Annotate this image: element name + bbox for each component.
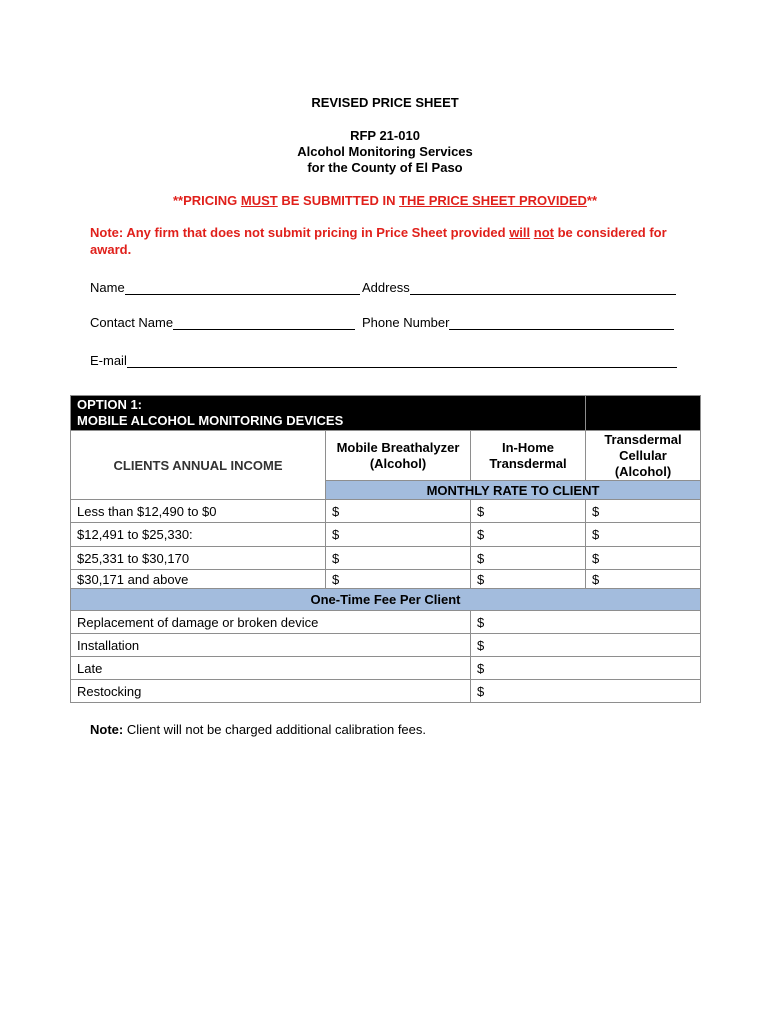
service-name: Alcohol Monitoring Services: [297, 144, 473, 159]
name-line[interactable]: [125, 280, 360, 295]
calibration-note-text: Client will not be charged additional calibration fees.: [123, 722, 427, 737]
table-row: [71, 634, 701, 657]
address-field[interactable]: [362, 280, 676, 295]
document-title: REVISED PRICE SHEET: [311, 95, 459, 110]
email-label: E-mail: [90, 353, 127, 368]
col2-line1: In-Home: [502, 439, 554, 455]
table-row: [71, 657, 701, 680]
table-row: [71, 570, 701, 589]
email-field[interactable]: [90, 353, 677, 368]
option-header-blank: [586, 396, 701, 431]
phone-field[interactable]: [362, 315, 674, 330]
fee-cell[interactable]: $: [471, 611, 701, 634]
phone-line[interactable]: [449, 315, 674, 330]
address-label: Address: [362, 280, 410, 295]
name-label: Name: [90, 280, 125, 295]
email-line[interactable]: [127, 353, 677, 368]
award-note: [90, 224, 690, 258]
rate-cell[interactable]: $: [471, 500, 586, 523]
rate-cell[interactable]: $: [586, 500, 701, 523]
income-label: $12,491 to $25,330:: [71, 523, 326, 547]
fee-cell[interactable]: $: [471, 657, 701, 680]
income-header: CLIENTS ANNUAL INCOME: [71, 431, 326, 500]
rate-cell[interactable]: $: [326, 547, 471, 570]
col3-line3: (Alcohol): [614, 463, 672, 479]
warning-middle: BE SUBMITTED IN: [277, 193, 400, 208]
col3-line1: Transdermal: [604, 431, 682, 447]
rate-cell[interactable]: $: [326, 570, 471, 589]
rate-cell[interactable]: $: [471, 523, 586, 547]
fee-label: Late: [71, 657, 471, 680]
warning-suffix: **: [586, 193, 598, 208]
calibration-note-label: Note:: [90, 722, 124, 737]
income-label: $30,171 and above: [71, 570, 326, 589]
fee-cell[interactable]: $: [471, 634, 701, 657]
col-in-home-transdermal: [471, 431, 586, 481]
fee-cell[interactable]: $: [471, 680, 701, 703]
warning-sheet: THE PRICE SHEET PROVIDED: [399, 193, 587, 208]
award-note-will: will: [509, 225, 531, 240]
award-note-prefix: Note: Any firm that does not submit pricing in Price Sheet provided: [90, 225, 510, 240]
rate-cell[interactable]: $: [326, 523, 471, 547]
monthly-rate-label: MONTHLY RATE TO CLIENT: [326, 481, 701, 500]
income-label: Less than $12,490 to $0: [71, 500, 326, 523]
option-line2: MOBILE ALCOHOL MONITORING DEVICES: [77, 413, 344, 428]
col-mobile-breathalyzer: [326, 431, 471, 481]
award-note-not: not: [533, 225, 554, 240]
column-header-row: [71, 431, 701, 481]
address-line[interactable]: [410, 280, 676, 295]
name-field[interactable]: [90, 280, 360, 295]
fee-label: Installation: [71, 634, 471, 657]
award-note-suffix: be considered for award.: [90, 225, 667, 257]
table-row: [71, 523, 701, 547]
option-header-row: [71, 396, 701, 431]
contact-name-field[interactable]: [90, 315, 355, 330]
table-row: [71, 611, 701, 634]
col3-line2: Cellular: [619, 447, 667, 463]
table-row: [71, 547, 701, 570]
col-transdermal-cellular: [586, 431, 701, 481]
rate-cell[interactable]: $: [326, 500, 471, 523]
county-name: for the County of El Paso: [307, 160, 463, 175]
calibration-note: [90, 722, 426, 737]
table-row: [71, 680, 701, 703]
onetime-fee-row: [71, 589, 701, 611]
rate-cell[interactable]: $: [586, 523, 701, 547]
col1-line1: Mobile Breathalyzer: [336, 439, 460, 455]
contact-name-label: Contact Name: [90, 315, 174, 330]
rate-cell[interactable]: $: [586, 570, 701, 589]
contact-name-line[interactable]: [173, 315, 355, 330]
price-table: [70, 395, 701, 703]
onetime-fee-label: One-Time Fee Per Client: [71, 589, 701, 611]
income-label: $25,331 to $30,170: [71, 547, 326, 570]
col1-line2: (Alcohol): [369, 455, 427, 471]
option-line1: OPTION 1:: [77, 397, 143, 412]
warning-prefix: **PRICING: [172, 193, 241, 208]
option-header: [71, 396, 586, 431]
phone-label: Phone Number: [362, 315, 450, 330]
fee-label: Replacement of damage or broken device: [71, 611, 471, 634]
table-row: [71, 500, 701, 523]
rfp-number: RFP 21-010: [350, 128, 420, 143]
rate-cell[interactable]: $: [471, 547, 586, 570]
rate-cell[interactable]: $: [586, 547, 701, 570]
col2-line2: Transdermal: [489, 455, 567, 471]
rate-cell[interactable]: $: [471, 570, 586, 589]
fee-label: Restocking: [71, 680, 471, 703]
warning-must: MUST: [240, 193, 278, 208]
pricing-warning: [0, 193, 770, 208]
